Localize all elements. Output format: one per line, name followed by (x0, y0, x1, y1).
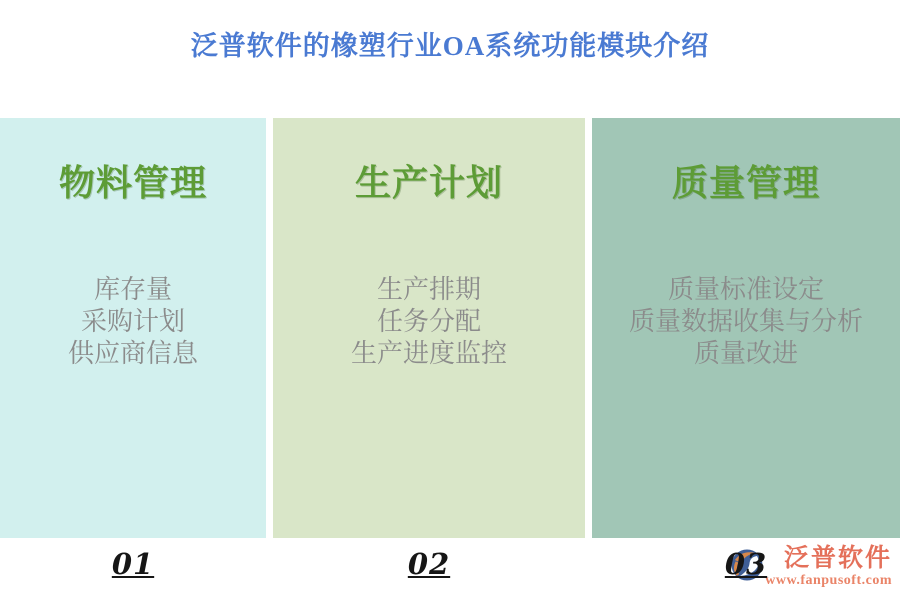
module-card-material-management (0, 118, 266, 538)
module-item-list (273, 274, 585, 370)
page-title: 泛普软件的橡塑行业OA系统功能模块介绍 (190, 31, 710, 61)
brand-name: 泛普软件 (783, 545, 892, 572)
module-heading: 生产计划 (354, 163, 503, 203)
module-item: 生产进度监控 (350, 339, 507, 368)
brand-url: www.fanpusoft.com (765, 573, 892, 588)
module-number-cell (592, 548, 900, 580)
module-item: 质量标准设定 (667, 275, 824, 304)
module-item: 采购计划 (80, 307, 185, 336)
module-number-cell (0, 548, 266, 580)
module-item: 质量数据收集与分析 (628, 307, 863, 336)
module-number-01: 01 (111, 547, 155, 581)
module-heading: 质量管理 (671, 163, 820, 203)
module-card-quality-management (592, 118, 900, 538)
module-card-production-plan (273, 118, 585, 538)
module-item-list (592, 274, 900, 370)
modules-row (0, 118, 900, 538)
module-number-cell (273, 548, 585, 580)
module-item-list (0, 274, 266, 370)
module-item: 供应商信息 (67, 339, 198, 368)
module-number-02: 02 (407, 547, 451, 581)
module-item: 库存量 (93, 275, 172, 304)
module-heading: 物料管理 (58, 163, 207, 203)
module-item: 任务分配 (376, 307, 481, 336)
module-numbers-row (0, 548, 900, 580)
module-number-03: 03 (724, 547, 768, 581)
module-item: 生产排期 (376, 275, 481, 304)
module-item: 质量改进 (693, 339, 798, 368)
